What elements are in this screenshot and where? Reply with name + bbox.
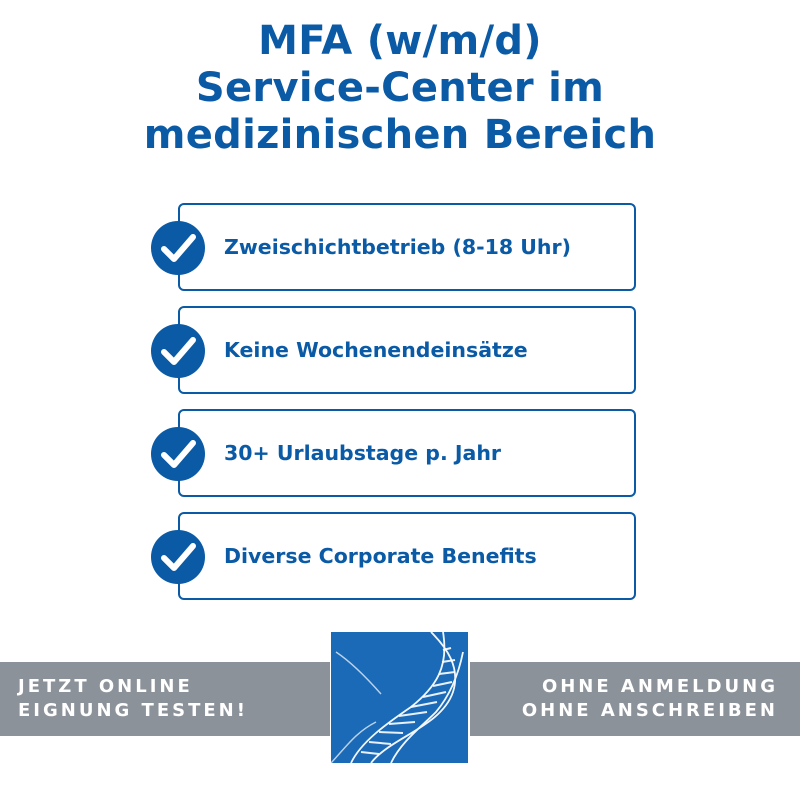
benefit-label: 30+ Urlaubstage p. Jahr: [224, 441, 502, 465]
title-line-1: MFA (w/m/d): [258, 18, 542, 64]
benefit-card-2: [178, 306, 636, 394]
online-test-cta[interactable]: [18, 675, 248, 723]
check-circle-icon: [150, 529, 206, 585]
no-registration-note: [522, 675, 778, 723]
page-title: [0, 18, 800, 159]
note-line-2: OHNE ANSCHREIBEN: [521, 700, 778, 721]
cta-line-2: EIGNUNG TESTEN!: [18, 700, 248, 721]
check-circle-icon: [150, 323, 206, 379]
check-circle-icon: [150, 220, 206, 276]
dna-logo: [331, 632, 468, 763]
cta-line-1: JETZT ONLINE: [18, 676, 193, 697]
benefit-label: Diverse Corporate Benefits: [224, 544, 537, 568]
title-line-2: Service-Center im: [195, 65, 605, 111]
benefit-card-4: [178, 512, 636, 600]
check-circle-icon: [150, 426, 206, 482]
benefit-card-1: [178, 203, 636, 291]
benefit-label: Keine Wochenendeinsätze: [224, 338, 528, 362]
dna-helix-icon: [331, 632, 468, 763]
title-line-3: medizinischen Bereich: [143, 112, 657, 158]
note-line-1: OHNE ANMELDUNG: [541, 676, 778, 697]
benefit-label: Zweischichtbetrieb (8-18 Uhr): [224, 235, 572, 259]
benefit-card-3: [178, 409, 636, 497]
